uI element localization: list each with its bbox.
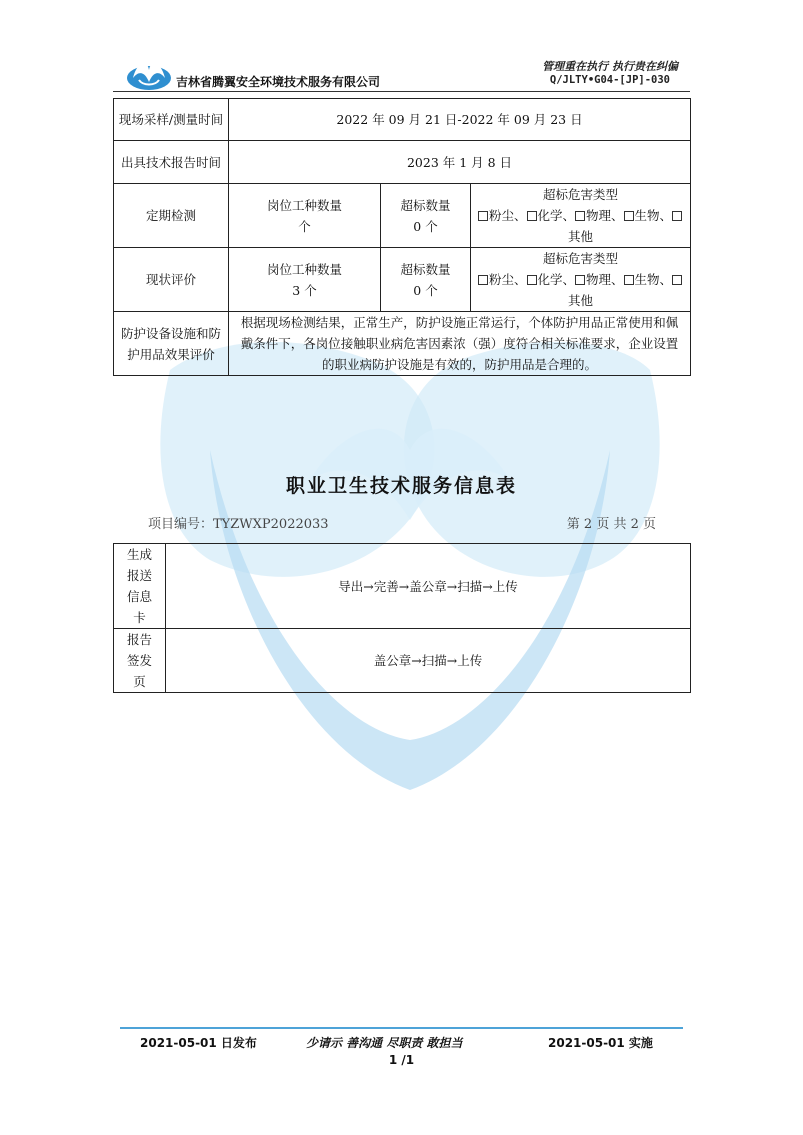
document-number: Q/JLTY•G04-[JP]-030 [549,74,670,86]
status-hazard-types: 超标危害类型 粉尘、 化学、 物理、 生物、其他 [471,248,691,312]
checkbox-icon [624,211,634,221]
checkbox-icon [575,211,585,221]
periodic-hazard-types: 超标危害类型 粉尘、 化学、 物理、 生物、其他 [471,184,691,248]
sampling-time-value: 2022 年 09 月 21 日-2022 年 09 月 23 日 [229,99,691,141]
sampling-time-label: 现场采样/测量时间 [114,99,229,141]
sign-label: 报告签发页 [114,629,166,693]
checkbox-icon [575,275,585,285]
report-time-label: 出具技术报告时间 [114,141,229,184]
company-logo [125,56,173,92]
company-name: 吉林省腾翼安全环境技术服务有限公司 [176,75,381,89]
checkbox-icon [478,275,488,285]
protection-text: 根据现场检测结果，正常生产，防护设施正常运行，个体防护用品正常使用和佩戴条件下，各岗位接触职业病危害因素浓（强）度符合相关标准要求，企业设置的职业病防护设施是有效的，防护用品是合理的。 [229,312,691,376]
checkbox-icon [624,275,634,285]
checkbox-icon [672,211,682,221]
checkbox-icon [527,211,537,221]
checkbox-icon [478,211,488,221]
section-title: 职业卫生技术服务信息表 [285,475,517,497]
periodic-positions: 岗位工种数量 个 [229,184,381,248]
footer-motto: 少请示 善沟通 尽职责 敢担当 [306,1036,463,1050]
footer-rule [120,1027,683,1029]
card-flow: 导出→完善→盖公章→扫描→上传 [166,544,691,629]
service-info-table [113,543,691,693]
periodic-label: 定期检测 [114,184,229,248]
release-date: 2021-05-01 日发布 [140,1036,257,1050]
report-time-value: 2023 年 1 月 8 日 [229,141,691,184]
effective-date: 2021-05-01 实施 [548,1036,653,1050]
periodic-exceed: 超标数量 0 个 [381,184,471,248]
report-info-table [113,98,691,376]
sign-flow: 盖公章→扫描→上传 [166,629,691,693]
checkbox-icon [527,275,537,285]
header-rule [113,91,690,92]
page-info: 第 2 页 共 2 页 [566,517,656,532]
status-positions: 岗位工种数量 3 个 [229,248,381,312]
protection-label: 防护设备设施和防护用品效果评价 [114,312,229,376]
status-exceed: 超标数量 0 个 [381,248,471,312]
page-number: 1 /1 [388,1053,415,1067]
status-label: 现状评价 [114,248,229,312]
header-slogan: 管理重在执行 执行贵在纠偏 [542,60,678,73]
checkbox-icon [672,275,682,285]
card-label: 生成报送信息卡 [114,544,166,629]
project-number: 项目编号：TYZWXP2022033 [148,517,329,532]
